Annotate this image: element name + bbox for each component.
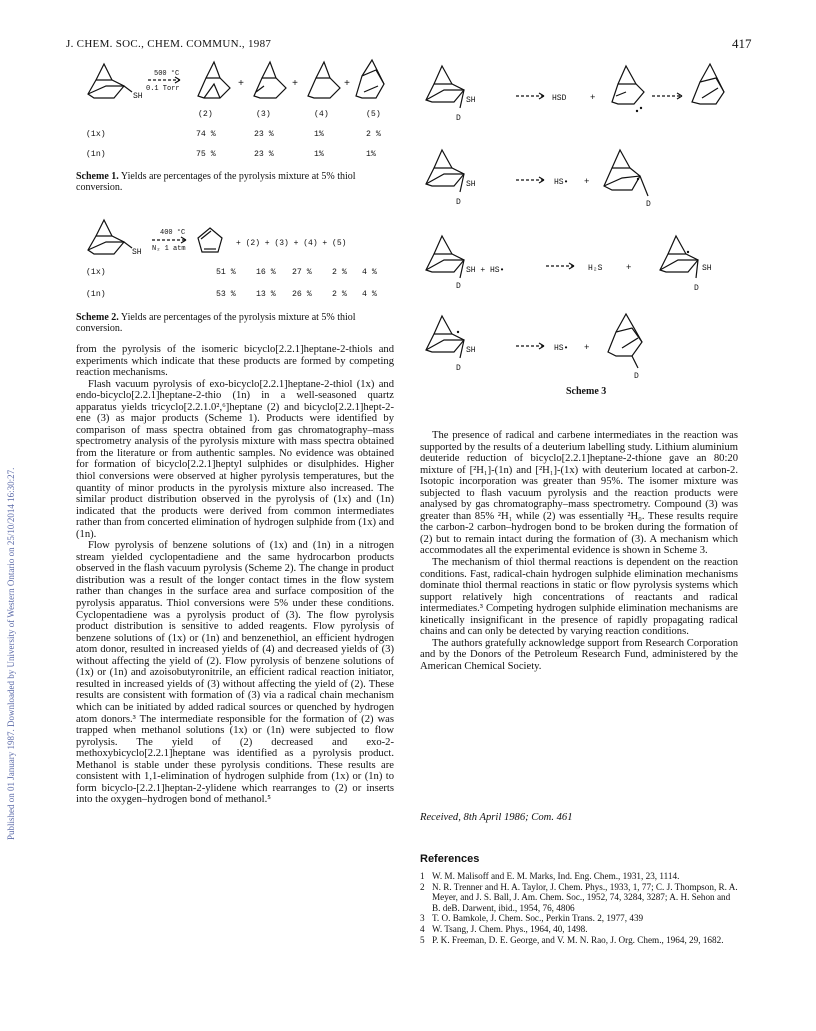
reference-text: W. Tsang, J. Chem. Phys., 1964, 40, 1498. (432, 923, 588, 934)
scheme1-sh-label: SH (133, 92, 143, 101)
scheme1-row-label: (1n) (86, 150, 106, 159)
scheme1-compound-label: (4) (314, 110, 329, 119)
scheme3-r3-left: SH + HS• (466, 266, 505, 275)
scheme1-compound-label: (2) (198, 110, 213, 119)
scheme1-plus: + (292, 79, 299, 90)
scheme2-cell: 4 % (362, 290, 377, 299)
paragraph: from the pyrolysis of the isomeric bicyclo[2.2.1]heptane-2-thiols and experiments which indicate that these products are formed by competing reaction mechanisms. (76, 344, 394, 379)
reference-text: T. O. Bamkole, J. Chem. Soc., Perkin Trans. 2, 1977, 439 (432, 913, 644, 924)
scheme1-cell: 74 % (196, 130, 216, 139)
left-column (76, 344, 394, 806)
scheme3-r3-right: SH (702, 264, 712, 273)
scheme2-cond-top: 400 °C (160, 229, 186, 237)
paragraph: The mechanism of thiol thermal reactions is dependent on the reaction conditions. Fast, radical-chain hydrogen sulphide elimination mechanisms dominate thiol thermal reactions in static or flow pyrolysis systems which support relatively high concentrations of reactants and radical intermediates.³ Competing hydrogen sulphide elimination mechanisms are kinetically insignificant in the presence of rapidly propagating radical chains and can only be detected by varying reaction conditions. (420, 557, 738, 638)
scheme2-products: + (2) + (3) + (4) + (5) (236, 239, 347, 248)
scheme2-cell: 2 % (332, 290, 347, 299)
scheme2-cell: 4 % (362, 268, 377, 277)
scheme3-r1-plus: + (590, 93, 596, 103)
scheme2-row-label: (1n) (86, 290, 106, 299)
scheme1-cell: 1% (314, 130, 324, 139)
scheme3-r1-hsd: HSD (552, 94, 567, 103)
scheme3-r3-d: D (456, 282, 461, 291)
reference-item (420, 913, 738, 924)
paragraph: Flash vacuum pyrolysis of exo-bicyclo[2.2.1]heptane-2-thiol (1x) and endo-bicyclo[2.2.1]heptane-2-thio (1n) in a well-seasoned quartz apparatus yields tricyclo[2.2.1.0²,⁶]heptane (2) and bicyclo[2.2.1]hept-2-ene (3) as major products (Scheme 1). Products were identified by comparison of mass spectra obtained from gas chromatography–mass spectrometry analysis of the pyrolysis mixture with mass spectra obtained from the literature or from authentic samples. No evidence was obtained for formation of bicyclo[2.2.1]heptyl sulphides or disulphides. Higher thiol conversions were observed at higher pyrolysis temperatures, but the quantity of minor products in the pyrolysis mixture also increased. The similar product distribution observed in the pyrolysis of (1x) and (1n) indicated that the products were derived from common intermediates rather than from concerted elimination of hydrogen sulphide from (1x) and (1n). (76, 378, 394, 540)
scheme1-cond-top: 500 °C (154, 70, 180, 78)
scheme2-cond-bottom: N₂ 1 atm (152, 245, 186, 253)
scheme1-compound-label: (5) (366, 110, 381, 119)
scheme3-r4-sh: SH (466, 346, 476, 355)
scheme1-cell: 1% (314, 150, 324, 159)
scheme1-plus: + (238, 79, 245, 90)
scheme3-r2-d2: D (646, 200, 651, 209)
right-column (420, 430, 738, 672)
scheme1-cell: 23 % (254, 150, 274, 159)
scheme1-cell: 1% (366, 150, 376, 159)
reference-item (420, 871, 738, 882)
scheme1-cell: 23 % (254, 130, 274, 139)
reference-item (420, 924, 738, 935)
scheme1-cell: 2 % (366, 130, 381, 139)
reference-item (420, 882, 738, 914)
scheme3-r3-plus: + (626, 263, 632, 273)
scheme2-caption (76, 312, 394, 334)
scheme2-row-label: (1x) (86, 268, 106, 277)
page-number: 417 (732, 36, 752, 51)
reference-text: W. M. Malisoff and E. M. Marks, Ind. Eng. Chem., 1931, 23, 1114. (432, 871, 680, 881)
reference-number: 1 (420, 871, 425, 881)
download-banner: Published on 01 January 1987. Downloaded by University of Western Ontario on 25/10/2014 16:30:27. (6, 467, 16, 840)
scheme1-plus: + (344, 79, 351, 90)
scheme3-r1-d: D (456, 114, 461, 123)
scheme3-title: Scheme 3 (566, 386, 607, 397)
scheme2-cell: 2 % (332, 268, 347, 277)
reference-text: P. K. Freeman, D. E. George, and V. M. N. Rao, J. Org. Chem., 1964, 29, 1682. (432, 934, 724, 945)
reference-item (420, 935, 738, 946)
scheme3-r4-d2: D (634, 372, 639, 381)
received-line: Received, 8th April 1986; Com. 461 (420, 812, 573, 823)
scheme3-r2-sh: SH (466, 180, 476, 189)
paragraph: Flow pyrolysis of benzene solutions of (1x) and (1n) in a nitrogen stream yielded cyclopentadiene and the same hydrocarbon products observed in the flash vacuum pyrolysis (Scheme 2). The change in product distribution was a result of the longer contact times in the flow system rather than changes in the surface area and surface composition of the pyrolysis apparatus. Thiol conversions were 5% under these conditions. Cyclopentadiene was a pyrolysis product of (3). The flow pyrolysis product distribution is sensitive to added reagents. Flow pyrolysis of benzene solutions of (1x) or (1n) and benzenethiol, an efficient hydrogen atom donor, resulted in increased yields of (4) and decreased yields of (3) without affecting the yield of (2). Flow pyrolysis of benzene solutions of (1x) or (1n) and azoisobutyronitrile, an efficient radical reaction initiator, resulted in increased yields of (3) without affecting the yield of (2). These results are consistent with formation of (3) via a radical chain mechanism which can be initiated by added radical sources or quenched by hydrogen atom donors.³ The intermediate responsible for the formation of (2) was trapped when methanol solutions (1x) or (1n) were subjected to flow pyrolysis. The yield of (2) decreased and exo-2-methoxybicyclo[2.2.1]heptane was identified as a pyrolysis product. Methanol is stable under these pyrolysis conditions. These results are consistent with 1,1-elimination of hydrogen sulphide from (1x) or (1n) to form bicyclo-[2.2.1]heptan-2-ylidene which rearranges to (2) or inserts into the oxygen–hydrogen bond of methanol.⁵ (76, 540, 394, 806)
scheme3-r4-d: D (456, 364, 461, 373)
scheme1-caption-label: Scheme 1. (76, 171, 119, 182)
scheme3-r2-hs: HS• (554, 178, 569, 187)
scheme2-caption-text: Yields are percentages of the pyrolysis mixture at 5% thiol conversion. (76, 312, 356, 334)
scheme1-table (86, 110, 396, 162)
journal-header: J. CHEM. SOC., CHEM. COMMUN., 1987 (66, 38, 272, 50)
scheme1-caption-text: Yields are percentages of the pyrolysis mixture at 5% thiol conversion. (76, 171, 356, 193)
scheme2-sh-label: SH (132, 248, 142, 257)
scheme3-r3-h2s: H₂S (588, 264, 603, 273)
reference-number: 4 (420, 923, 425, 934)
scheme3-r4-plus: + (584, 343, 590, 353)
scheme2-cell: 51 % (216, 268, 236, 277)
references-list (420, 871, 738, 945)
scheme2-cell: 16 % (256, 268, 276, 277)
reference-number: 5 (420, 934, 425, 945)
references-heading: References (420, 853, 480, 865)
scheme2-caption-label: Scheme 2. (76, 312, 119, 323)
scheme3-r3-d2: D (694, 284, 699, 293)
scheme1-compound-label: (3) (256, 110, 271, 119)
scheme3-r1-sh: SH (466, 96, 476, 105)
scheme1-row-label: (1x) (86, 130, 106, 139)
reference-text: N. R. Trenner and H. A. Taylor, J. Chem. Phys., 1933, 1, 77; C. J. Thompson, R. A. Meyer, and J. S. Ball, J. Am. Chem. Soc., 1952, 74, 3284, 3287; A. H. Sehon and B. deB. Darwent, ibid., 1954, 76, 4806 (432, 881, 738, 913)
scheme3-structures (420, 56, 750, 386)
reference-number: 3 (420, 913, 425, 924)
scheme1-cell: 75 % (196, 150, 216, 159)
scheme2-table (86, 268, 396, 302)
scheme3-r4-hs: HS• (554, 344, 569, 353)
paragraph: The presence of radical and carbene intermediates in the reaction was supported by the results of a deuterium labelling study. Lithium aluminium deuteride reduction of bicyclo[2.2.1]heptane-2-thione gave an 80:20 mixture of [²H₁]-(1n) and [²H₁]-(1x) with deuterium located at carbon-2. Isotopic incorporation was greater than 95%. The isomer mixture was subjected to flash vacuum pyrolysis and the reaction products were analysed by gas chromatography–mass spectrometry. Compound (3) was greater than 85% ²H₁ while (2) was essentially ²H₀. These results require the carbon-2 carbon–hydrogen bond to be broken during the formation of (2) but to remain intact during the formation of (3). A mechanism which accommodates all the experimental evidence is shown in Scheme 3. (420, 430, 738, 557)
paragraph: The authors gratefully acknowledge support from Research Corporation and by the Donors of the Petroleum Research Fund, administered by the American Chemical Society. (420, 637, 738, 672)
scheme1-structures (86, 56, 386, 106)
scheme2-cell: 27 % (292, 268, 312, 277)
scheme2-structures (86, 216, 406, 260)
scheme1-caption (76, 171, 394, 193)
scheme1-cond-bottom: 0.1 Torr (146, 85, 180, 93)
scheme2-cell: 26 % (292, 290, 312, 299)
scheme3-r2-d: D (456, 198, 461, 207)
reference-number: 2 (420, 881, 425, 892)
scheme2-cell: 53 % (216, 290, 236, 299)
scheme2-cell: 13 % (256, 290, 276, 299)
scheme3-r2-plus: + (584, 177, 590, 187)
